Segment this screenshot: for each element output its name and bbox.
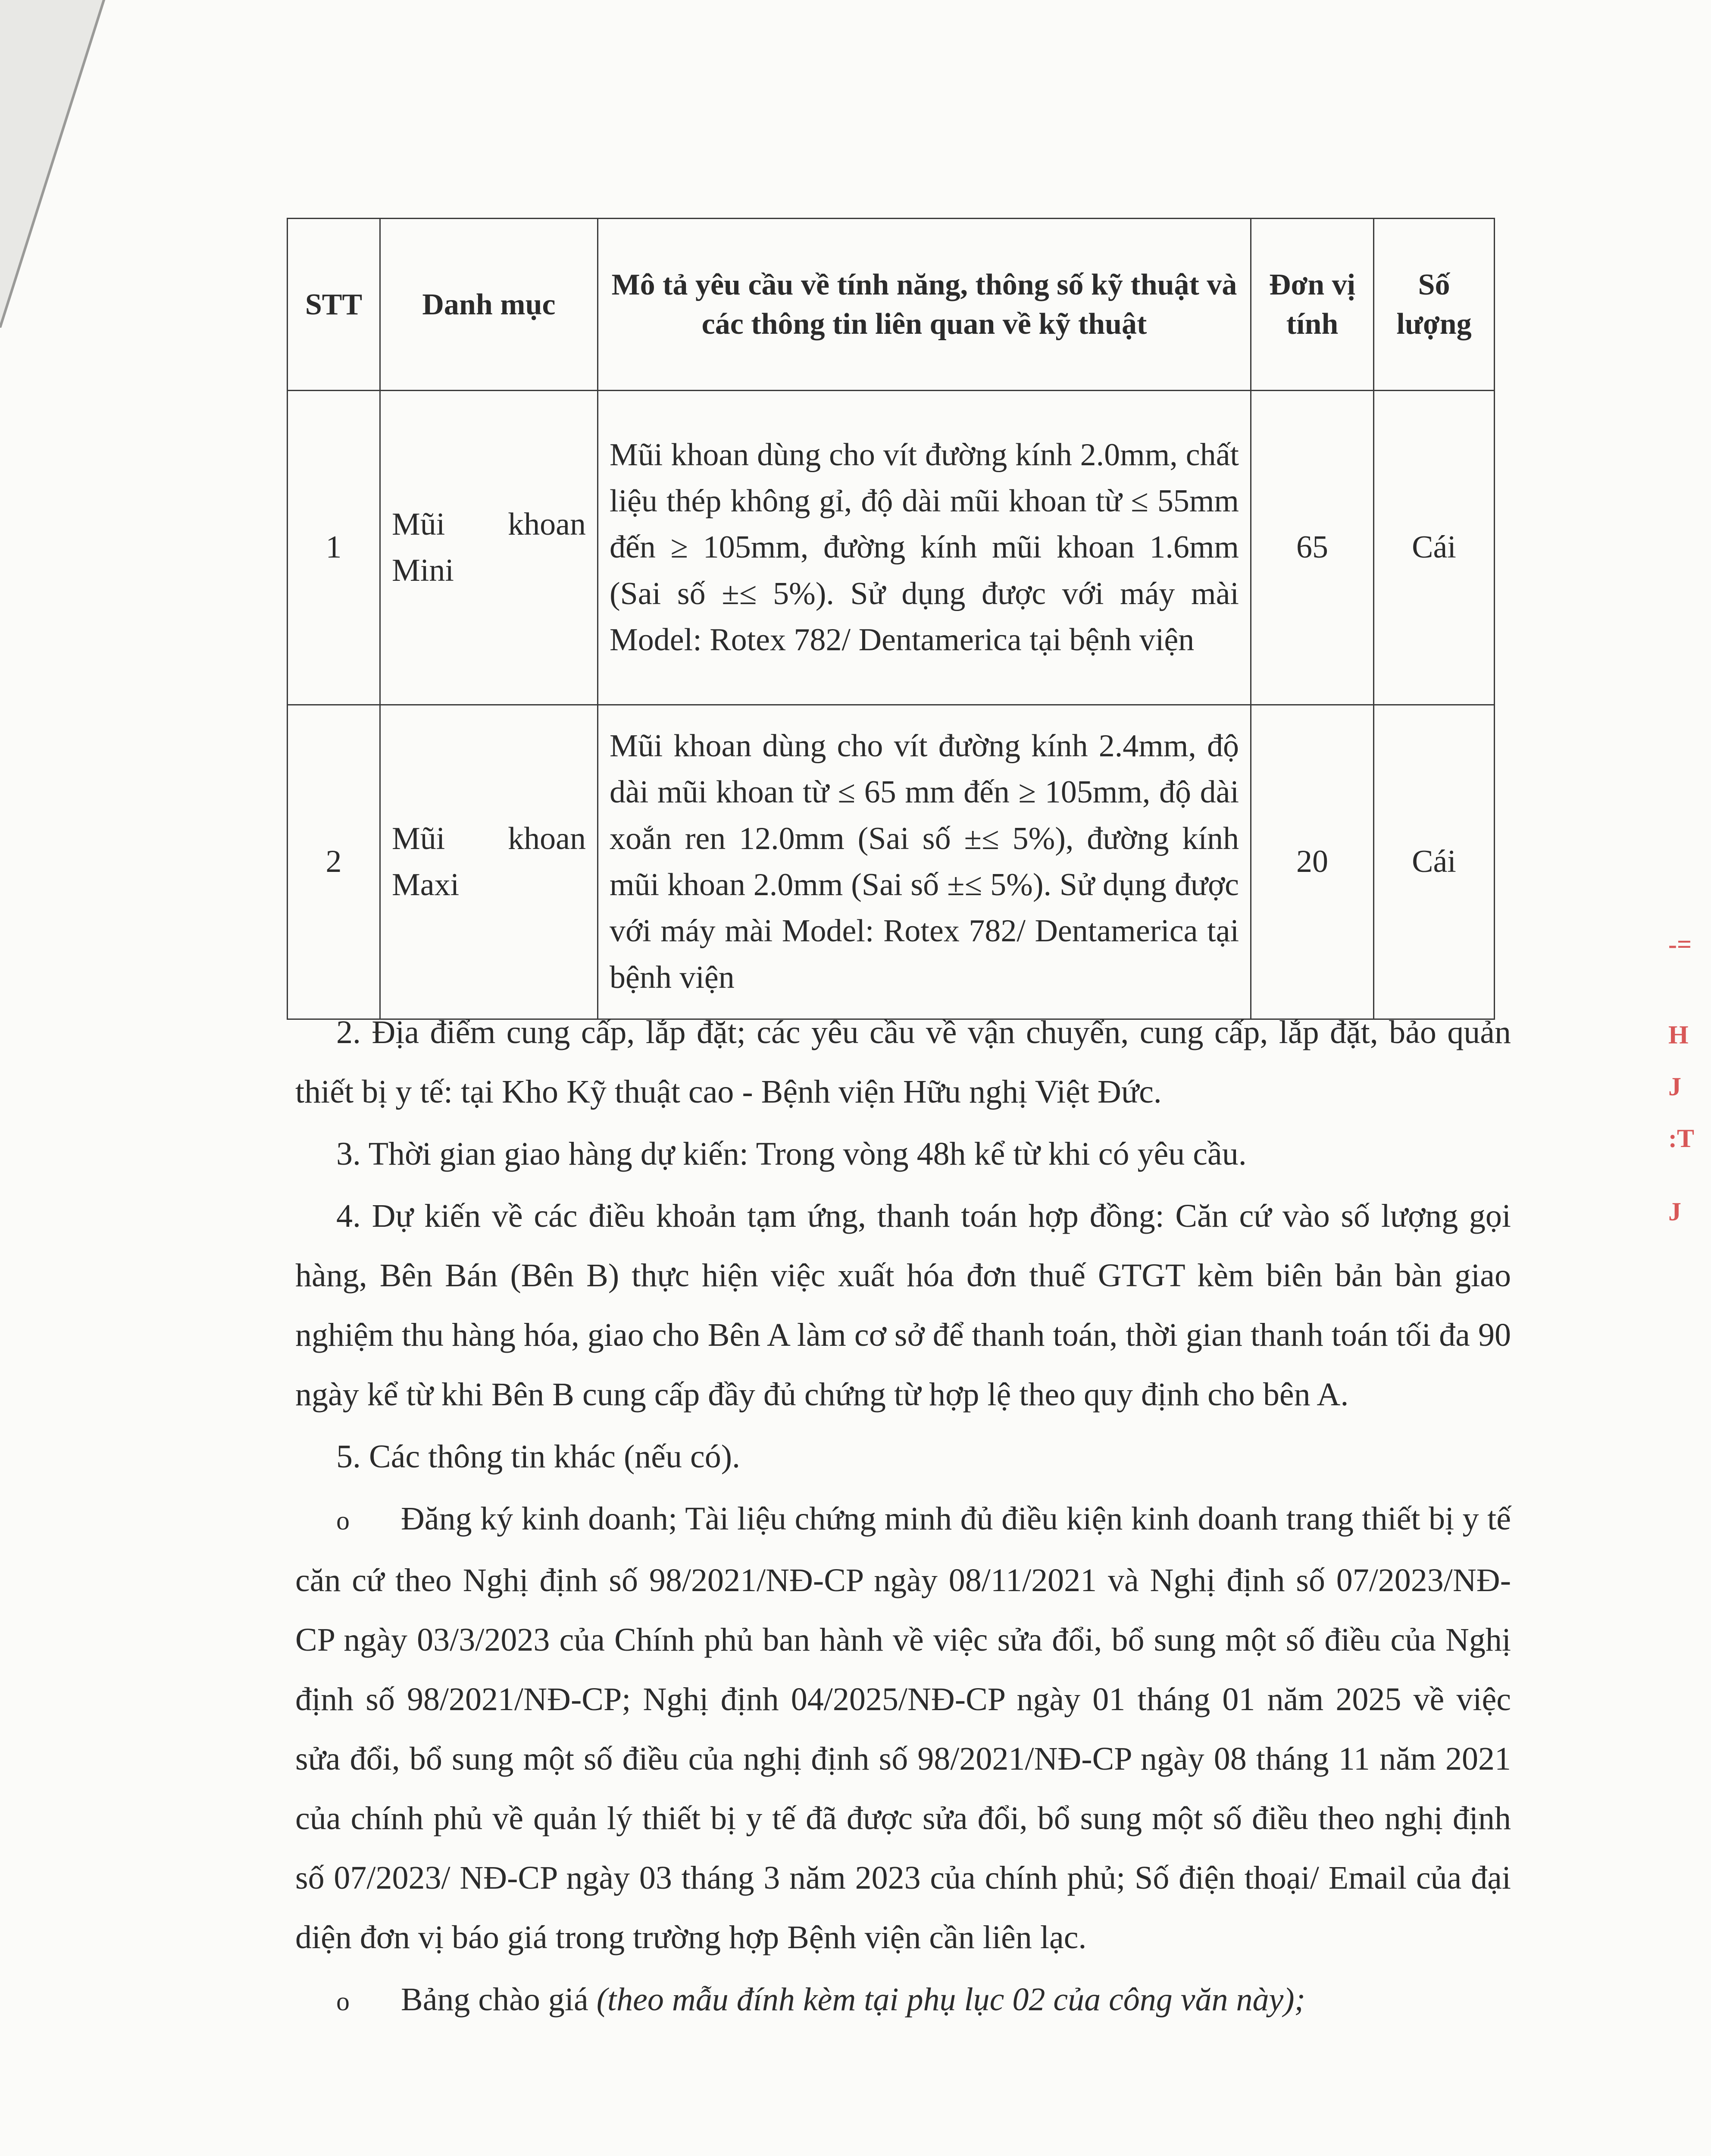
row-quantity: 65 [1251, 391, 1374, 705]
header-description: Mô tả yêu cầu về tính năng, thông số kỹ thuật và các thông tin liên quan về kỹ thuật [598, 219, 1251, 391]
bullet-price-quote-text: Bảng chào giá [401, 1981, 597, 2018]
paragraph-payment-terms: 4. Dự kiến về các điều khoản tạm ứng, thanh toán hợp đồng: Căn cứ vào số lượng gọi hàng, Bên Bán (Bên B) thực hiện việc xuất hóa đơn thuế GTGT kèm biên bản bàn giao nghiệm thu hàng hóa, giao cho Bên A làm cơ sở để thanh toán, thời gian thanh toán tối đa 90 ngày kể từ khi Bên B cung cấp đầy đủ chứng từ hợp lệ theo quy định cho bên A. [295, 1198, 1511, 1413]
specification-table [287, 218, 1495, 1020]
header-quantity: Số lượng [1374, 219, 1495, 391]
header-unit: Đơn vị tính [1251, 219, 1374, 391]
stamp-fragment-3: J [1668, 1072, 1681, 1101]
row-category: Mũi khoan Maxi [380, 705, 598, 1019]
table-row [288, 391, 1495, 705]
row-description: Mũi khoan dùng cho vít đường kính 2.0mm, chất liệu thép không gỉ, độ dài mũi khoan từ ≤ 55mm đến ≥ 105mm, đường kính mũi khoan 1.6mm (Sai số ±≤ 5%). Sử dụng được với máy mài Model: Rotex 782/ Dentamerica tại bệnh viện [598, 391, 1251, 705]
row-stt: 1 [288, 391, 380, 705]
red-stamp-fragment [1651, 931, 1711, 1259]
header-category: Danh mục [380, 219, 598, 391]
row-stt: 2 [288, 705, 380, 1019]
stamp-fragment-1: -= [1668, 930, 1692, 959]
row-category: Mũi khoan Mini [380, 391, 598, 705]
bullet-business-registration-text: Đăng ký kinh doanh; Tài liệu chứng minh đủ điều kiện kinh doanh trang thiết bị y tế căn cứ theo Nghị định số 98/2021/NĐ-CP ngày 08/11/2021 và Nghị định số 07/2023/NĐ-CP ngày 03/3/2023 của Chính phủ ban hành về việc sửa đổi, bổ sung một số điều của Nghị định số 98/2021/NĐ-CP; Nghị định 04/2025/NĐ-CP ngày 01 tháng 01 năm 2025 về việc sửa đổi, bổ sung một số điều của nghị định số 98/2021/NĐ-CP ngày 08 tháng 11 năm 2021 của chính phủ về quản lý thiết bị y tế đã được sửa đổi, bổ sung một số điều theo nghị định số 07/2023/ NĐ-CP ngày 03 tháng 3 năm 2023 của chính phủ; Số điện thoại/ Email của đại diện đơn vị báo giá trong trường hợp Bệnh viện cần liên lạc. [295, 1501, 1511, 1955]
paragraph-delivery-time: 3. Thời gian giao hàng dự kiến: Trong vòng 48h kể từ khi có yêu cầu. [336, 1136, 1247, 1172]
scan-edge-shadow [0, 0, 181, 328]
bullet-business-registration [295, 1489, 1511, 1967]
stamp-fragment-2: H [1668, 1021, 1689, 1049]
bullet-price-quote-note: (theo mẫu đính kèm tại phụ lục 02 của công văn này); [596, 1981, 1305, 2018]
stamp-fragment-5: J [1668, 1197, 1681, 1226]
row-unit: Cái [1374, 391, 1495, 705]
row-description: Mũi khoan dùng cho vít đường kính 2.4mm, độ dài mũi khoan từ ≤ 65 mm đến ≥ 105mm, độ dài xoắn ren 12.0mm (Sai số ±≤ 5%), đường kính mũi khoan 2.0mm (Sai số ±≤ 5%). Sử dụng được với máy mài Model: Rotex 782/ Dentamerica tại bệnh viện [598, 705, 1251, 1019]
table-header-row [288, 219, 1495, 391]
table-row [288, 705, 1495, 1019]
stamp-fragment-4: :T [1668, 1124, 1694, 1153]
row-quantity: 20 [1251, 705, 1374, 1019]
paragraph-other-info: 5. Các thông tin khác (nếu có). [336, 1438, 741, 1475]
body-text [295, 1003, 1511, 2034]
bullet-circle-icon: o [336, 1506, 350, 1536]
header-stt: STT [288, 219, 380, 391]
bullet-price-quote [295, 1970, 1511, 2031]
row-unit: Cái [1374, 705, 1495, 1019]
bullet-circle-icon: o [336, 1987, 350, 2016]
paragraph-delivery-location: 2. Địa điểm cung cấp, lắp đặt; các yêu cầu về vận chuyển, cung cấp, lắp đặt, bảo quản thiết bị y tế: tại Kho Kỹ thuật cao - Bệnh viện Hữu nghị Việt Đức. [295, 1014, 1511, 1110]
